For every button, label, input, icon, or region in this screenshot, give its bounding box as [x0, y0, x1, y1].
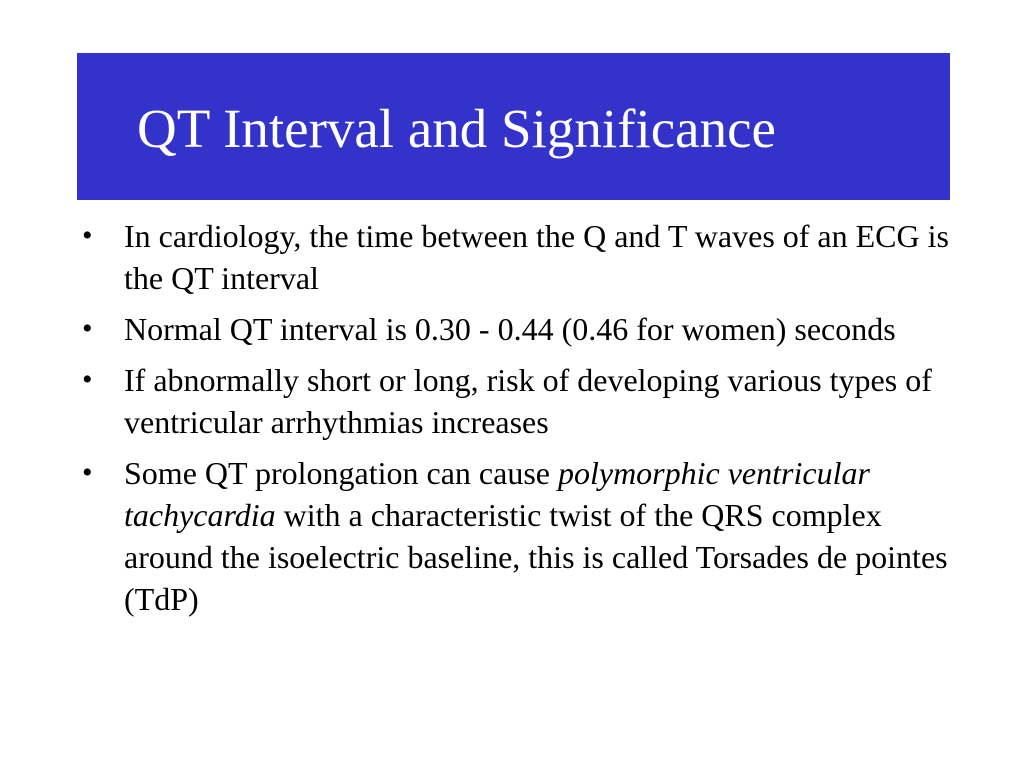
bullet-text: In cardiology, the time between the Q and T waves of an ECG is the QT interval [124, 218, 949, 296]
bullet-text-tail: with a characteristic twist of the QRS complex around the isoelectric baseline, this is called Torsades de pointes (TdP) [124, 497, 948, 617]
bullet-text-emphasis: polymorphic ventricular tachycardia [124, 455, 870, 533]
bullet-item [82, 308, 962, 350]
title-banner [77, 53, 950, 200]
bullet-text: If abnormally short or long, risk of developing various types of ventricular arrhythmias increases [124, 362, 932, 440]
bullet-item [82, 452, 962, 620]
bullet-icon: • [82, 363, 93, 396]
bullet-text: Normal QT interval is 0.30 - 0.44 (0.46 for women) seconds [124, 311, 896, 347]
bullet-item [82, 215, 962, 299]
bullet-item [82, 359, 962, 443]
bullet-text-lead: Some QT prolongation can cause [124, 455, 558, 491]
bullet-icon: • [82, 456, 93, 489]
bullet-icon: • [82, 312, 93, 345]
slide-title: QT Interval and Significance [137, 98, 776, 159]
bullet-list [82, 215, 962, 629]
bullet-icon: • [82, 219, 93, 252]
